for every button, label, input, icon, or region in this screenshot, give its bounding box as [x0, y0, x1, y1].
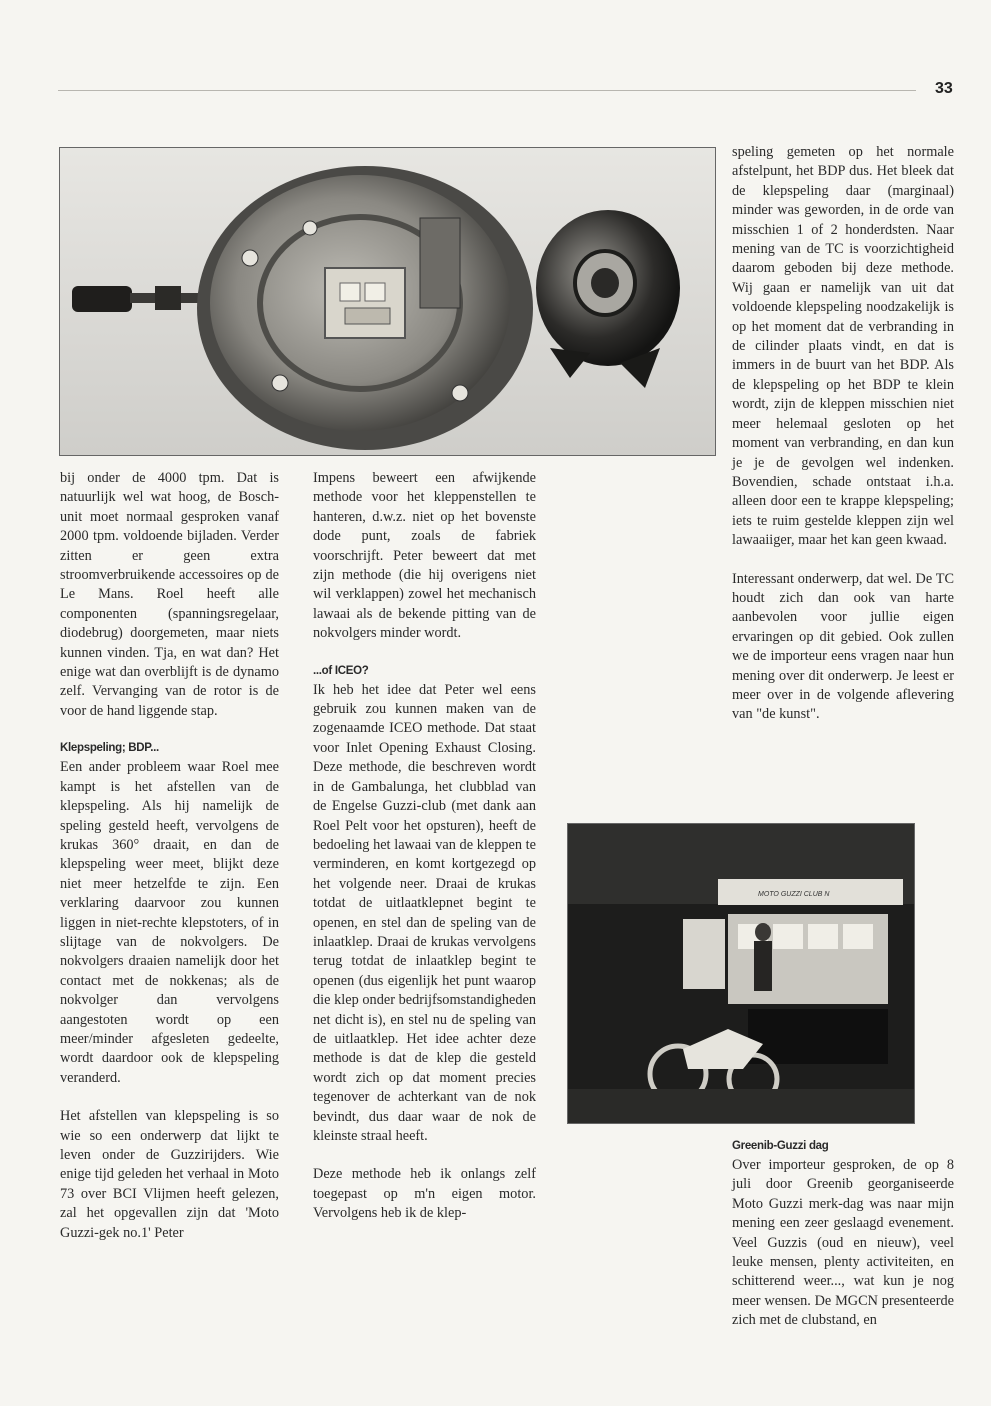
- col3-paragraph-2: Interessant onderwerp, dat wel. De TC houdt zich dan ook van harte aanbevolen voor jullie eigen ervaringen op dit gebied. Ook zullen we de importeur eens vragen naar hun mening over dit onderwerp. Je leest er meer over in de volgende aflevering van "de kunst".: [732, 570, 954, 723]
- col3-paragraph-1: speling gemeten op het normale afstelpunt, het BDP dus. Het bleek dat de klepspeling daar (marginaal) minder was geworden, in de orde van misschien 1 of 2 honderdsten. Naar mening van de TC is voorzichtigheid daarom geboden bij deze methode. Wij gaan er namelijk van uit dat voldoende klepspeling noodzakelijk is op het moment dat de verbranding in de cilinder plaats vindt, en dat is immers in de buurt van het BDP. Als de klepspeling op het BDP te klein wordt, zijn de kleppen misschien niet meer helemaal gesloten op het moment van verbranding, en dan kun je je de gevolgen wel indenken. Bovendien, schade ontstaat i.h.a. alleen door een te krappe klepspeling; iets te ruim gestelde kleppen zijn wel lawaaiiger, maar het kan geen kwaad.: [732, 144, 954, 549]
- column-2: [313, 469, 536, 1243]
- column-3-upper: [732, 143, 954, 744]
- stand-sign: MOTO GUZZI CLUB N: [758, 891, 830, 898]
- col1-paragraph-2: Een ander probleem waar Roel mee kampt is het afstellen van de klepspeling. Als hij namelijk de speling gesteld heeft, vervolgens de krukas 360° draait, en dan de klepspeling weer meet, blijkt deze niet meer hetzelfde te zijn. Een verklaring daarvoor zou kunnen liggen in niet-rechte klepstoters, of in slijtage van de nokvolgers. De nokvolgers draaien namelijk door het contact met de nokkenas; als de nokvolger dan vervolgens aangestoten wordt op een meer/minder afgesleten gedeelte, wordt daardoor ook de klepspeling veranderd.: [60, 759, 279, 1086]
- col2-paragraph-3: Deze methode heb ik onlangs zelf toegepast op m'n eigen motor. Vervolgens heb ik de klep-: [313, 1166, 536, 1222]
- col3-paragraph-3: Over importeur gesproken, de op 8 juli door Greenib georganiseerde Moto Guzzi merk-dag was naar mijn mening een zeer geslaagd evenement. Veel Guzzis (oud en nieuw), veel leuke mensen, plenty activiteiten, en schitterend weer..., wat kun je nog meer wensen. De MGCN presenteerde zich met de clubstand, en: [732, 1157, 954, 1329]
- club-stand-photo-icon: [568, 824, 914, 1123]
- col2-paragraph-1: Impens beweert een afwijkende methode voor het kleppenstellen te hanteren, d.w.z. niet op het bovenste dode punt, zoals de fabriek voorschrijft. Peter beweert dat met zijn methode (die hij overigens niet wil verklappen) zowel het mechanisch lawaai als de bekende pitting van de nokvolgers minder wordt.: [313, 470, 536, 642]
- header-rule: [58, 90, 916, 91]
- alternator-photo: [59, 147, 716, 456]
- column-1: [60, 469, 279, 1262]
- col1-paragraph-1: bij onder de 4000 tpm. Dat is natuurlijk wel wat hoog, de Bosch-unit moet normaal gesproken vanaf 2000 tpm. voldoende bijladen. Verder zitten er geen extra stroomverbruikende accessoires op de Le Mans. Roel heeft alle componenten (spanningsregelaar, diodebrug) doorgemeten, maar niets kunnen vinden. Tja, en wat dan? Het enige wat dan overblijft is de dynamo zelf. Vervanging van de rotor is de voor de hand liggende stap.: [60, 470, 279, 719]
- club-stand-photo: [567, 823, 915, 1124]
- section-heading-iceo: ...of ICEO?: [313, 664, 369, 677]
- col1-paragraph-3: Het afstellen van klepspeling is so wie so een onderwerp dat lijkt te leven onder de Guzzirijders. Wie enige tijd geleden het verhaal in Moto 73 over BCI Vlijmen heeft gelezen, zal het opgevallen zijn dat 'Moto Guzzi-gek no.1' Peter: [60, 1108, 279, 1241]
- column-3-lower: [732, 1138, 954, 1350]
- section-heading-klepspeling: Klepspeling; BDP...: [60, 742, 159, 755]
- col2-paragraph-2: Ik heb het idee dat Peter wel eens gebruik zou kunnen maken van de zogenaamde ICEO methode. Dat staat voor Inlet Opening Exhaust Closing. Deze methode, die beschreven wordt in de Gambalunga, het clubblad van de Engelse Guzzi-club (met dank aan Roel Pelt voor het opsturen), heeft de bedoeling het lawaai van de kleppen te verminderen, en komt kortgezegd op het volgende neer. Draai de krukas totdat de uitlaatklepnet begint te openen, en stel dan de speling van de inlaatklep. Draai de krukas vervolgens terug totdat de inlaatklep begint te openen (dus eigenlijk het punt waarop die klep onder bedrijfsomstandigheden net dicht is), en stel nu de speling van de uitlaatklep. Het idee achter deze methode is dat de klep die gesteld wordt zich op dat moment precies tegenover de achterkant van de nok bevindt, dus daar waar de nok de kleinste straal heeft.: [313, 681, 536, 1144]
- photo-caption: Greenib-Guzzi dag: [732, 1140, 829, 1152]
- page-number: 33: [935, 80, 953, 97]
- alternator-parts-photo-icon: [60, 148, 715, 455]
